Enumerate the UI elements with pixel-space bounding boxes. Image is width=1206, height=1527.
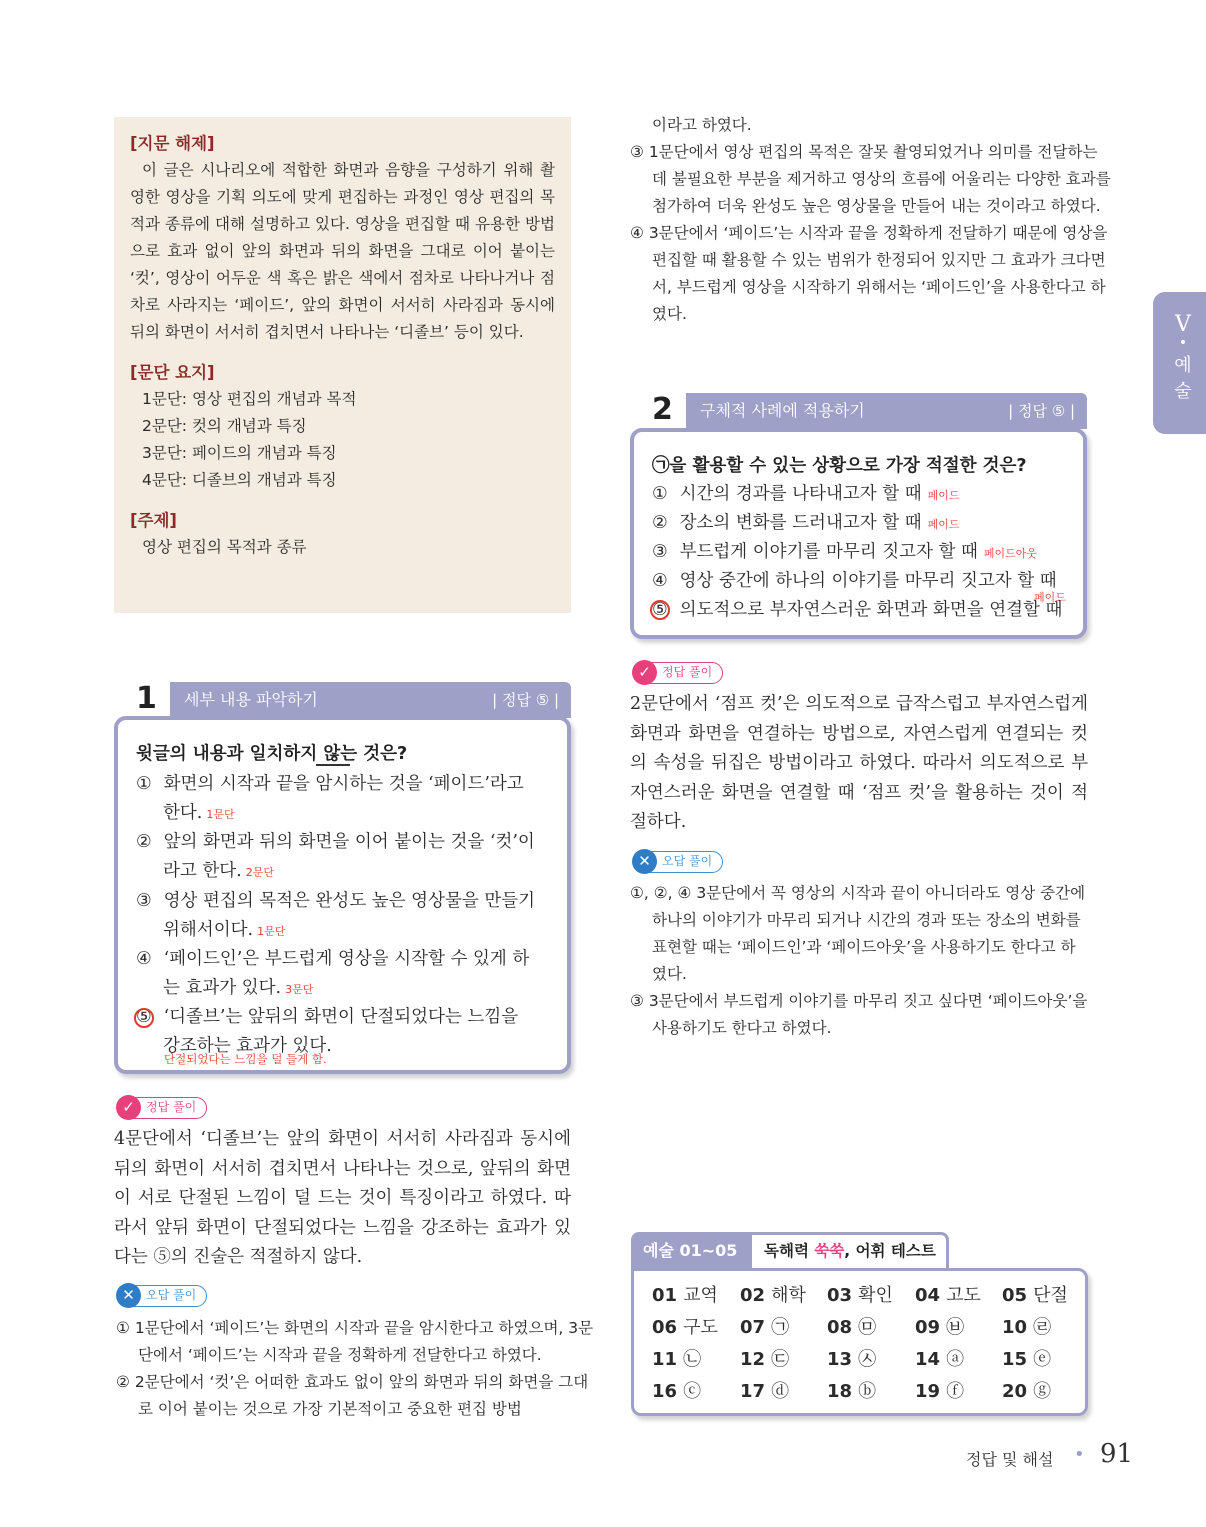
page-number: 91	[1100, 1439, 1134, 1469]
underline-mark	[316, 764, 350, 766]
question-2-option[interactable]: ③ 부드럽게 이야기를 마무리 짓고자 할 때 페이드아웃	[652, 542, 1038, 562]
question-1-header	[170, 682, 571, 718]
question-2-wrong-explanation	[630, 880, 1090, 1042]
question-1-box	[114, 716, 571, 1074]
wrong-item: ③ 1문단에서 영상 편집의 목적은 잘못 촬영되었거나 의미를 전달하는 데 불필요한 부분을 제거하고 영상의 흐름에 어울리는 다양한 효과를 첨가하여 더욱 완성도 높은 영상물을 만들어 내는 것이라고 하였다.	[630, 143, 1111, 215]
option-tag: 페이드	[927, 518, 960, 531]
footer-label: 정답 및 해설	[966, 1450, 1054, 1469]
vocab-cell: 13 ㉦	[827, 1349, 877, 1370]
summary-box	[114, 117, 571, 613]
summary-point: 3문단: 페이드의 개념과 특징	[142, 444, 337, 462]
chapter-roman: V	[1175, 312, 1191, 337]
question-1-correct-explanation: 4문단에서 ‘디졸브’는 앞의 화면이 서서히 사라짐과 동시에 뒤의 화면이 서서히 겹치면서 나타나는 것으로, 앞뒤의 화면이 서로 단절된 느낌이 덜 드는 것이 특징이라고 하였다. 따라서 앞뒤 화면이 단절되었다는 느낌을 강조하는 효과가 있다는 ⑤의 진술은 적절하지 않다.	[114, 1129, 571, 1267]
chapter-char: 술	[1174, 381, 1192, 402]
vocab-cell: 09 ㉥	[915, 1317, 965, 1338]
question-1-number: 1	[136, 681, 157, 716]
correct-explanation-badge: ✓ 정답 풀이	[117, 1097, 207, 1119]
vocab-cell: 03 확인	[827, 1285, 893, 1306]
summary-commentary-text: 이 글은 시나리오에 적합한 화면과 음향을 구성하기 위해 촬영한 영상을 기획 의도에 맞게 편집하는 과정인 영상 편집의 목적과 종류에 대해 설명하고 있다. 영상을 편집할 때 유용한 방법으로 효과 없이 앞의 화면과 뒤의 화면을 그대로 이어 붙이는 ‘컷’, 영상이 어두운 색 혹은 밝은 색에서 점차로 나타나거나 점차로 사라지는 ‘페이드’, 앞의 화면이 서서히 사라짐과 동시에 뒤의 화면이 서서히 겹치면서 나타나는 ‘디졸브’ 등이 있다.	[130, 161, 555, 341]
question-2-option-correct[interactable]: ⑤ 의도적으로 부자연스러운 화면과 화면을 연결할 때	[652, 600, 1063, 620]
vocab-cell: 11 ㉡	[652, 1349, 702, 1370]
summary-theme: 영상 편집의 목적과 종류	[142, 538, 307, 556]
vocab-cell: 20 ⓖ	[1002, 1381, 1052, 1402]
summary-heading-points: [문단 요지]	[130, 363, 215, 382]
vocab-cell: 19 ⓕ	[915, 1381, 965, 1402]
option-tag: 3문단	[285, 983, 314, 996]
vocab-cell: 16 ⓒ	[652, 1381, 702, 1402]
footer-bullet: •	[1074, 1444, 1085, 1465]
question-1-wrong-explanation	[116, 1315, 594, 1423]
wrong-item: ③ 3문단에서 부드럽게 이야기를 마무리 짓고 싶다면 ‘페이드아웃’을 사용하기도 한다고 하였다.	[630, 992, 1088, 1037]
vocab-cell: 10 ㉣	[1002, 1317, 1052, 1338]
answer-circle-mark	[650, 600, 670, 620]
summary-heading-commentary: [지문 해제]	[130, 134, 215, 153]
vocab-cell: 18 ⓑ	[827, 1381, 877, 1402]
chapter-dot: •	[1178, 335, 1188, 351]
question-1-option-correct[interactable]: ⑤ ‘디졸브’는 앞뒤의 화면이 단절되었다는 느낌을 강조하는 효과가 있다.	[136, 1007, 519, 1056]
question-1-option[interactable]: ② 앞의 화면과 뒤의 화면을 이어 붙이는 것을 ‘컷’이 라고 한다. 2문단	[136, 832, 535, 881]
chapter-char: 예	[1174, 355, 1192, 376]
vocab-cell: 08 ㉤	[827, 1317, 877, 1338]
vocab-cell: 05 단절	[1002, 1285, 1068, 1306]
question-1-option[interactable]: ④ ‘페이드인’은 부드럽게 영상을 시작할 수 있게 하 는 효과가 있다. 3문단	[136, 949, 530, 998]
x-icon: ✕	[116, 1283, 141, 1308]
question-1-title: 윗글의 내용과 일치하지 않는 것은?	[136, 744, 408, 764]
wrong-explanation-badge: ✕ 오답 풀이	[633, 851, 723, 873]
vocab-cell: 02 해학	[740, 1285, 806, 1306]
question-1-type: 세부 내용 파악하기	[184, 690, 318, 709]
vocab-test-label: 예술 01~05	[631, 1232, 749, 1270]
option-tag: 1문단	[257, 925, 286, 938]
vocab-cell: 04 고도	[915, 1285, 981, 1306]
option-tag: 2문단	[245, 866, 275, 879]
summary-point: 2문단: 컷의 개념과 특징	[142, 417, 307, 435]
check-icon: ✓	[116, 1095, 141, 1120]
summary-point: 4문단: 디졸브의 개념과 특징	[142, 471, 337, 489]
question-1-wrong-explanation-cont	[630, 139, 1112, 328]
wrong-item: ①, ②, ④ 3문단에서 꼭 영상의 시작과 끝이 아니더라도 영상 중간에 하나의 이야기가 마무리 되거나 시간의 경과 또는 장소의 변화를 표현할 때는 ‘페이드인’과 ‘페이드아웃’을 사용하기도 한다고 하였다.	[630, 884, 1086, 983]
vocab-cell: 17 ⓓ	[740, 1381, 790, 1402]
answer-circle-mark	[134, 1008, 154, 1028]
wrong-explanation-badge: ✕ 오답 풀이	[117, 1285, 207, 1307]
correct-explanation-badge: ✓ 정답 풀이	[633, 662, 723, 684]
wrong-item: ② 2문단에서 ‘컷’은 어떠한 효과도 없이 앞의 화면과 뒤의 화면을 그대로 이어 붙이는 것으로 가장 기본적이고 중요한 편집 방법	[116, 1373, 589, 1418]
question-2-option[interactable]: ② 장소의 변화를 드러내고자 할 때 페이드	[652, 513, 960, 533]
question-1-option[interactable]: ③ 영상 편집의 목적은 완성도 높은 영상물을 만들기 위해서이다. 1문단	[136, 891, 536, 940]
vocab-cell: 15 ⓔ	[1002, 1349, 1052, 1370]
chapter-side-tab[interactable]	[1153, 292, 1206, 434]
question-2-header	[686, 393, 1087, 429]
vocab-cell: 07 ㉠	[740, 1317, 790, 1338]
question-2-title: ㉠을 활용할 수 있는 상황으로 가장 적절한 것은?	[652, 456, 1027, 476]
x-icon: ✕	[632, 849, 657, 874]
question-1-answer: | 정답 ⑤ |	[492, 691, 559, 709]
option-tag: 페이드	[1034, 591, 1066, 604]
option-tag: 페이드아웃	[983, 547, 1038, 560]
option-tag: 1문단	[206, 808, 235, 821]
vocab-cell: 06 구도	[652, 1317, 718, 1338]
continued-text: 이라고 하였다.	[652, 116, 752, 134]
question-2-number: 2	[652, 392, 673, 427]
option-tag: 페이드	[927, 489, 960, 502]
vocab-test-title: 독해력 쑥쑥, 어휘 테스트	[749, 1232, 949, 1268]
summary-point: 1문단: 영상 편집의 개념과 목적	[142, 390, 357, 408]
question-2-option[interactable]: ① 시간의 경과를 나타내고자 할 때 페이드	[652, 484, 960, 504]
wrong-item: ① 1문단에서 ‘페이드’는 화면의 시작과 끝을 암시한다고 하였으며, 3문단에서 ‘페이드’는 시작과 끝을 정확하게 전달한다고 하였다.	[116, 1319, 594, 1364]
question-2-type: 구체적 사례에 적용하기	[700, 401, 865, 420]
vocab-test-box	[631, 1268, 1088, 1416]
wrong-item: ④ 3문단에서 ‘페이드’는 시작과 끝을 정확하게 전달하기 때문에 영상을 편집할 때 활용할 수 있는 범위가 한정되어 있지만 그 효과가 크다면서, 부드럽게 영상을 시작하기 위해서는 ‘페이드인’을 사용한다고 하였다.	[630, 224, 1108, 323]
question-2-answer: | 정답 ⑤ |	[1008, 402, 1075, 420]
vocab-cell: 14 ⓐ	[915, 1349, 965, 1370]
summary-heading-theme: [주제]	[130, 511, 177, 530]
check-icon: ✓	[632, 660, 657, 685]
vocab-cell: 12 ㉢	[740, 1349, 790, 1370]
vocab-cell: 01 교역	[652, 1285, 718, 1306]
question-2-box	[630, 428, 1087, 639]
option-correction-note: 단절되었다는 느낌을 덜 들게 함.	[164, 1052, 327, 1066]
question-2-option[interactable]: ④ 영상 중간에 하나의 이야기를 마무리 짓고자 할 때	[652, 571, 1057, 591]
question-2-correct-explanation: 2문단에서 ‘점프 컷’은 의도적으로 급작스럽고 부자연스럽게 화면과 화면을 연결하는 방법으로, 자연스럽게 연결되는 컷의 속성을 뒤집은 방법이라고 하였다. 따라서 의도적으로 부자연스러운 화면을 연결할 때 ‘점프 컷’을 활용하는 것이 적절하다.	[630, 694, 1088, 832]
question-1-option[interactable]: ① 화면의 시작과 끝을 암시하는 것을 ‘페이드’라고 한다. 1문단	[136, 774, 524, 823]
